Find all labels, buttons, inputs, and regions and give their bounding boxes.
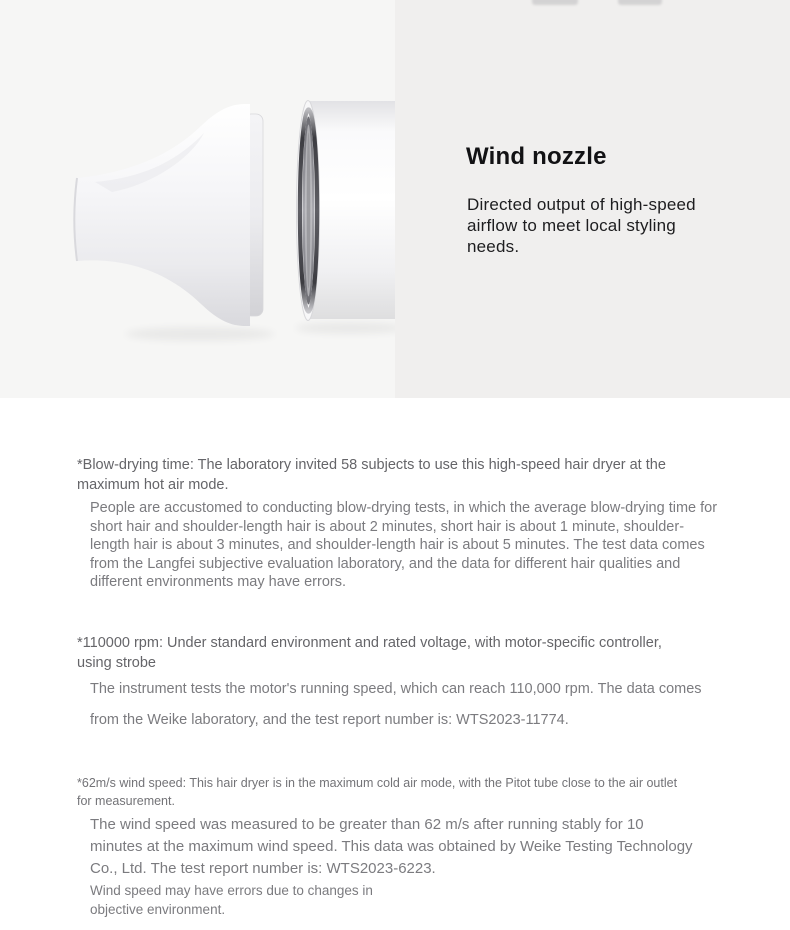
footnote-rpm-body: The instrument tests the motor's running speed, which can reach 110,000 rpm. The data comes from the Weike laboratory, and the test report number is: WTS2023-11774. [90,681,702,728]
cropped-content-fragment [532,0,578,5]
footnote-rpm-heading: *110000 rpm: Under standard environment and rated voltage, with motor-specific controller, using strobe [77,635,662,671]
footnote-wind-speed-heading: *62m/s wind speed: This hair dryer is in the maximum cold air mode, with the Pitot tube close to the air outlet for measurement. [77,776,678,808]
feature-description: Directed output of high-speed airflow to meet local styling needs. [467,195,696,256]
hero-section [0,0,790,398]
footnote-blow-drying-heading: *Blow-drying time: The laboratory invited 58 subjects to use this high-speed hair dryer at the maximum hot air mode. [77,457,666,493]
footnote-wind-speed-disclaimer: Wind speed may have errors due to changes in objective environment. [90,883,373,917]
footnote-wind-speed-body: The wind speed was measured to be greater than 62 m/s after running stably for 10 minutes at the maximum wind speed. This data was obtained by Weike Testing Technology Co., Ltd. The test report number is: WTS2023-6223. [90,816,693,877]
product-image-panel [0,0,395,398]
cropped-content-fragment [618,0,662,5]
footnotes-section [0,398,790,930]
hero-text-panel [395,0,790,398]
product-image [0,0,395,398]
feature-title: Wind nozzle [466,143,607,170]
nozzle-bell [74,104,250,326]
nozzle-shape [74,104,263,326]
dryer-barrel [297,101,396,321]
footnote-blow-drying-body: People are accustomed to conducting blow-drying tests, in which the average blow-drying time for short hair and shoulder-length hair is about 2 minutes, short hair is about 1 minute, shoulder-length hair is about 3 minutes, and shoulder-length hair is about 5 minutes. The test data comes from the Langfei subjective evaluation laboratory, and the data for different hair qualities and different environments may have errors. [90,500,718,590]
product-shadow [125,322,395,341]
